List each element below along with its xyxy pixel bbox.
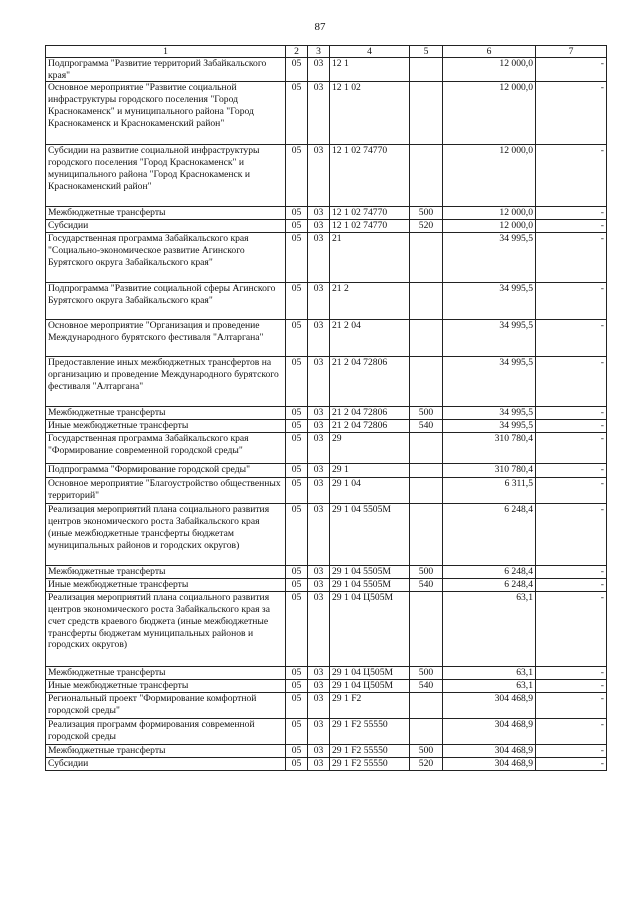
amount-cell: 304 468,9 <box>443 758 536 771</box>
amount-2-cell: - <box>536 592 607 667</box>
amount-2-cell: - <box>536 667 607 680</box>
row-name-cell: Реализация мероприятий плана социального развития центров экономического роста Забайкальского края за счет средств краевого бюджета (иные межбюджетные трансферты бюджетам муниципальных районов и городских округов) <box>46 592 286 667</box>
target-article-cell: 29 1 04 5505М <box>330 504 410 566</box>
section-code-cell: 05 <box>286 357 308 407</box>
header-cell: 3 <box>308 46 330 58</box>
section-code-cell: 05 <box>286 566 308 579</box>
subsection-code-cell: 03 <box>308 233 330 283</box>
expense-type-cell <box>410 82 443 145</box>
section-code-cell: 05 <box>286 719 308 745</box>
subsection-code-cell: 03 <box>308 745 330 758</box>
section-code-cell: 05 <box>286 58 308 82</box>
amount-2-cell: - <box>536 745 607 758</box>
section-code-cell: 05 <box>286 745 308 758</box>
expense-type-cell <box>410 693 443 719</box>
amount-cell: 304 468,9 <box>443 693 536 719</box>
table-row <box>46 420 607 433</box>
expense-type-cell <box>410 592 443 667</box>
amount-2-cell: - <box>536 320 607 357</box>
amount-cell: 304 468,9 <box>443 719 536 745</box>
section-code-cell: 05 <box>286 680 308 693</box>
expense-type-cell: 520 <box>410 220 443 233</box>
target-article-cell: 29 1 F2 55550 <box>330 745 410 758</box>
table-row <box>46 719 607 745</box>
amount-cell: 34 995,5 <box>443 233 536 283</box>
amount-cell: 63,1 <box>443 667 536 680</box>
amount-cell: 6 248,4 <box>443 504 536 566</box>
table-row <box>46 579 607 592</box>
table-row <box>46 357 607 407</box>
amount-cell: 310 780,4 <box>443 433 536 464</box>
header-cell: 2 <box>286 46 308 58</box>
section-code-cell: 05 <box>286 82 308 145</box>
amount-cell: 12 000,0 <box>443 58 536 82</box>
target-article-cell: 29 1 04 Ц505М <box>330 592 410 667</box>
subsection-code-cell: 03 <box>308 220 330 233</box>
table-row <box>46 680 607 693</box>
row-name-cell: Иные межбюджетные трансферты <box>46 680 286 693</box>
amount-cell: 34 995,5 <box>443 420 536 433</box>
amount-cell: 12 000,0 <box>443 145 536 207</box>
row-name-cell: Подпрограмма "Развитие территорий Забайкальского края" <box>46 58 286 82</box>
table-row <box>46 592 607 667</box>
amount-2-cell: - <box>536 220 607 233</box>
header-cell: 5 <box>410 46 443 58</box>
target-article-cell: 12 1 02 74770 <box>330 220 410 233</box>
target-article-cell: 21 <box>330 233 410 283</box>
amount-cell: 63,1 <box>443 592 536 667</box>
table-row <box>46 82 607 145</box>
row-name-cell: Субсидии на развитие социальной инфраструктуры городского поселения "Город Краснокаменск" и муниципального района "Город Краснокаменск и Краснокаменский район" <box>46 145 286 207</box>
target-article-cell: 29 1 04 Ц505М <box>330 680 410 693</box>
expense-type-cell <box>410 58 443 82</box>
header-cell: 7 <box>536 46 607 58</box>
expense-type-cell: 500 <box>410 566 443 579</box>
expense-type-cell <box>410 320 443 357</box>
subsection-code-cell: 03 <box>308 320 330 357</box>
subsection-code-cell: 03 <box>308 58 330 82</box>
subsection-code-cell: 03 <box>308 667 330 680</box>
target-article-cell: 29 1 F2 <box>330 693 410 719</box>
subsection-code-cell: 03 <box>308 680 330 693</box>
target-article-cell: 12 1 02 74770 <box>330 145 410 207</box>
expense-type-cell <box>410 433 443 464</box>
section-code-cell: 05 <box>286 320 308 357</box>
amount-cell: 34 995,5 <box>443 357 536 407</box>
table-row <box>46 145 607 207</box>
section-code-cell: 05 <box>286 693 308 719</box>
header-cell: 1 <box>46 46 286 58</box>
section-code-cell: 05 <box>286 433 308 464</box>
target-article-cell: 29 1 F2 55550 <box>330 758 410 771</box>
target-article-cell: 29 1 04 5505М <box>330 579 410 592</box>
expense-type-cell: 500 <box>410 745 443 758</box>
amount-2-cell: - <box>536 680 607 693</box>
subsection-code-cell: 03 <box>308 357 330 407</box>
amount-2-cell: - <box>536 504 607 566</box>
expense-type-cell: 500 <box>410 407 443 420</box>
section-code-cell: 05 <box>286 233 308 283</box>
section-code-cell: 05 <box>286 592 308 667</box>
subsection-code-cell: 03 <box>308 758 330 771</box>
row-name-cell: Межбюджетные трансферты <box>46 745 286 758</box>
row-name-cell: Предоставление иных межбюджетных трансфертов на организацию и проведение Международного бурятского фестиваля "Алтаргана" <box>46 357 286 407</box>
section-code-cell: 05 <box>286 464 308 478</box>
table-row <box>46 693 607 719</box>
section-code-cell: 05 <box>286 478 308 504</box>
amount-cell: 34 995,5 <box>443 283 536 320</box>
row-name-cell: Реализация мероприятий плана социального развития центров экономического роста Забайкальского края (иные межбюджетные трансферты бюджетам муниципальных районов и городских округов) <box>46 504 286 566</box>
expense-type-cell <box>410 478 443 504</box>
subsection-code-cell: 03 <box>308 145 330 207</box>
expense-type-cell <box>410 283 443 320</box>
subsection-code-cell: 03 <box>308 207 330 220</box>
amount-2-cell: - <box>536 233 607 283</box>
amount-cell: 6 248,4 <box>443 566 536 579</box>
target-article-cell: 21 2 04 72806 <box>330 357 410 407</box>
amount-cell: 6 311,5 <box>443 478 536 504</box>
amount-cell: 310 780,4 <box>443 464 536 478</box>
row-name-cell: Подпрограмма "Развитие социальной сферы Агинского Бурятского округа Забайкальского края" <box>46 283 286 320</box>
subsection-code-cell: 03 <box>308 433 330 464</box>
subsection-code-cell: 03 <box>308 82 330 145</box>
expense-type-cell: 540 <box>410 680 443 693</box>
target-article-cell: 29 1 F2 55550 <box>330 719 410 745</box>
amount-cell: 12 000,0 <box>443 82 536 145</box>
expense-type-cell <box>410 357 443 407</box>
amount-2-cell: - <box>536 579 607 592</box>
subsection-code-cell: 03 <box>308 719 330 745</box>
row-name-cell: Основное мероприятие "Развитие социальной инфраструктуры городского поселения "Город Краснокаменск" и муниципального района "Город Краснокаменск и Краснокаменский район" <box>46 82 286 145</box>
subsection-code-cell: 03 <box>308 420 330 433</box>
row-name-cell: Иные межбюджетные трансферты <box>46 579 286 592</box>
subsection-code-cell: 03 <box>308 504 330 566</box>
expense-type-cell <box>410 145 443 207</box>
amount-cell: 304 468,9 <box>443 745 536 758</box>
amount-2-cell: - <box>536 758 607 771</box>
section-code-cell: 05 <box>286 667 308 680</box>
amount-2-cell: - <box>536 407 607 420</box>
table-header-row <box>46 46 607 58</box>
subsection-code-cell: 03 <box>308 478 330 504</box>
expense-type-cell: 500 <box>410 207 443 220</box>
amount-2-cell: - <box>536 719 607 745</box>
row-name-cell: Межбюджетные трансферты <box>46 566 286 579</box>
amount-cell: 12 000,0 <box>443 220 536 233</box>
section-code-cell: 05 <box>286 207 308 220</box>
target-article-cell: 12 1 02 <box>330 82 410 145</box>
section-code-cell: 05 <box>286 579 308 592</box>
budget-table <box>45 45 607 771</box>
row-name-cell: Межбюджетные трансферты <box>46 667 286 680</box>
amount-2-cell: - <box>536 82 607 145</box>
amount-2-cell: - <box>536 464 607 478</box>
subsection-code-cell: 03 <box>308 407 330 420</box>
amount-2-cell: - <box>536 420 607 433</box>
amount-2-cell: - <box>536 357 607 407</box>
expense-type-cell <box>410 233 443 283</box>
row-name-cell: Субсидии <box>46 758 286 771</box>
row-name-cell: Субсидии <box>46 220 286 233</box>
table-body <box>46 58 607 771</box>
row-name-cell: Межбюджетные трансферты <box>46 407 286 420</box>
expense-type-cell: 540 <box>410 420 443 433</box>
amount-cell: 34 995,5 <box>443 407 536 420</box>
amount-2-cell: - <box>536 433 607 464</box>
target-article-cell: 21 2 04 72806 <box>330 407 410 420</box>
row-name-cell: Иные межбюджетные трансферты <box>46 420 286 433</box>
target-article-cell: 29 <box>330 433 410 464</box>
amount-2-cell: - <box>536 207 607 220</box>
table-row <box>46 464 607 478</box>
subsection-code-cell: 03 <box>308 693 330 719</box>
expense-type-cell <box>410 719 443 745</box>
amount-2-cell: - <box>536 566 607 579</box>
amount-2-cell: - <box>536 58 607 82</box>
target-article-cell: 29 1 <box>330 464 410 478</box>
section-code-cell: 05 <box>286 283 308 320</box>
table-row <box>46 320 607 357</box>
table-row <box>46 207 607 220</box>
section-code-cell: 05 <box>286 407 308 420</box>
subsection-code-cell: 03 <box>308 592 330 667</box>
amount-2-cell: - <box>536 693 607 719</box>
subsection-code-cell: 03 <box>308 464 330 478</box>
section-code-cell: 05 <box>286 220 308 233</box>
expense-type-cell <box>410 464 443 478</box>
amount-cell: 12 000,0 <box>443 207 536 220</box>
expense-type-cell: 520 <box>410 758 443 771</box>
target-article-cell: 29 1 04 5505М <box>330 566 410 579</box>
amount-2-cell: - <box>536 145 607 207</box>
expense-type-cell: 540 <box>410 579 443 592</box>
header-cell: 6 <box>443 46 536 58</box>
row-name-cell: Реализация программ формирования современной городской среды <box>46 719 286 745</box>
amount-cell: 6 248,4 <box>443 579 536 592</box>
section-code-cell: 05 <box>286 420 308 433</box>
subsection-code-cell: 03 <box>308 579 330 592</box>
table-row <box>46 220 607 233</box>
header-cell: 4 <box>330 46 410 58</box>
amount-2-cell: - <box>536 478 607 504</box>
row-name-cell: Региональный проект "Формирование комфортной городской среды" <box>46 693 286 719</box>
target-article-cell: 21 2 04 72806 <box>330 420 410 433</box>
table-row <box>46 667 607 680</box>
row-name-cell: Основное мероприятие "Благоустройство общественных территорий" <box>46 478 286 504</box>
table-row <box>46 58 607 82</box>
table-row <box>46 478 607 504</box>
section-code-cell: 05 <box>286 145 308 207</box>
target-article-cell: 21 2 <box>330 283 410 320</box>
subsection-code-cell: 03 <box>308 283 330 320</box>
target-article-cell: 29 1 04 Ц505М <box>330 667 410 680</box>
target-article-cell: 12 1 02 74770 <box>330 207 410 220</box>
page-number: 87 <box>314 21 326 33</box>
row-name-cell: Подпрограмма "Формирование городской среды" <box>46 464 286 478</box>
row-name-cell: Государственная программа Забайкальского края "Социально-экономическое развитие Агинского Бурятского округа Забайкальского края" <box>46 233 286 283</box>
amount-cell: 34 995,5 <box>443 320 536 357</box>
section-code-cell: 05 <box>286 504 308 566</box>
table-row <box>46 504 607 566</box>
target-article-cell: 12 1 <box>330 58 410 82</box>
row-name-cell: Межбюджетные трансферты <box>46 207 286 220</box>
amount-2-cell: - <box>536 283 607 320</box>
table-row <box>46 745 607 758</box>
table-row <box>46 407 607 420</box>
target-article-cell: 21 2 04 <box>330 320 410 357</box>
table-row <box>46 758 607 771</box>
table-row <box>46 283 607 320</box>
expense-type-cell <box>410 504 443 566</box>
table-row <box>46 233 607 283</box>
target-article-cell: 29 1 04 <box>330 478 410 504</box>
subsection-code-cell: 03 <box>308 566 330 579</box>
amount-cell: 63,1 <box>443 680 536 693</box>
expense-type-cell: 500 <box>410 667 443 680</box>
section-code-cell: 05 <box>286 758 308 771</box>
row-name-cell: Государственная программа Забайкальского края "Формирование современной городской среды" <box>46 433 286 464</box>
table-row <box>46 433 607 464</box>
table-row <box>46 566 607 579</box>
row-name-cell: Основное мероприятие "Организация и проведение Международного бурятского фестиваля "Алтаргана" <box>46 320 286 357</box>
